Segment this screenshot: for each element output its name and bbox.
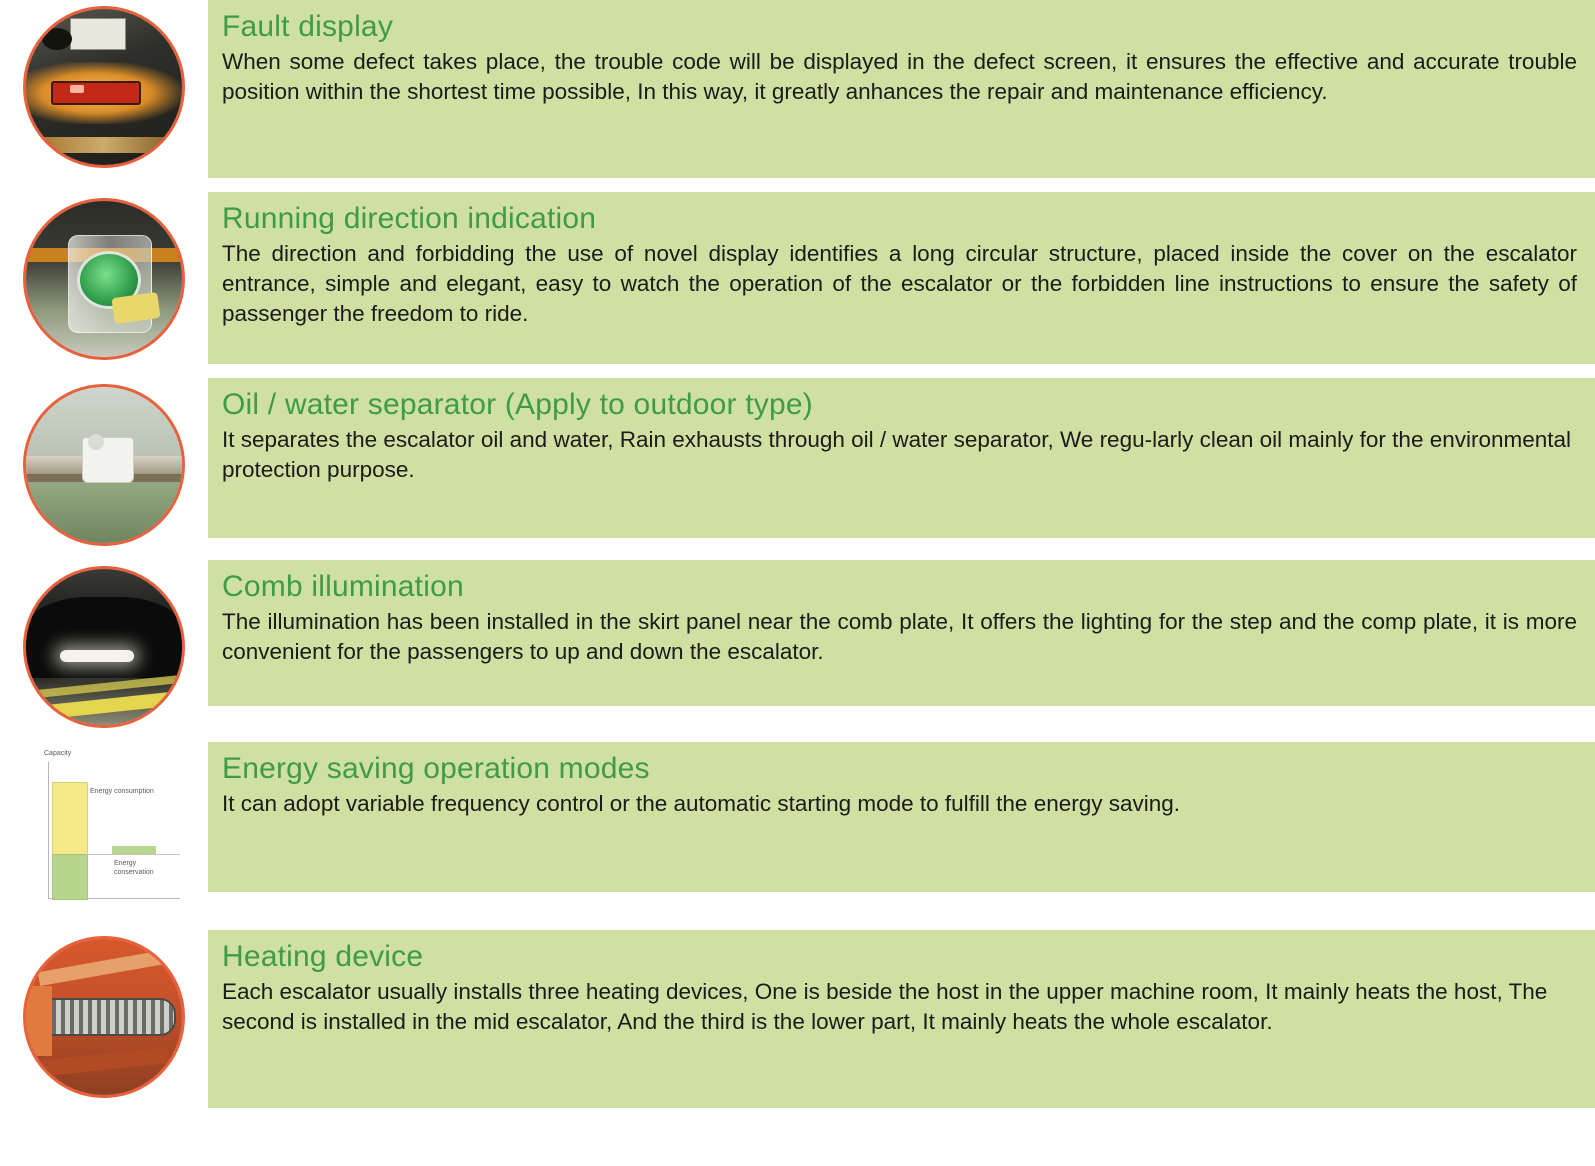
feature-title: Running direction indication	[222, 202, 597, 235]
fault-display-photo	[23, 6, 185, 168]
row-spacer	[0, 178, 1595, 192]
feature-text-panel	[208, 742, 1595, 892]
chart-legend-swatch	[112, 846, 156, 854]
chart-y-axis	[48, 762, 49, 898]
feature-title: Energy saving operation modes	[222, 752, 650, 785]
photo-layer-display-bar	[51, 81, 142, 105]
row-spacer	[0, 546, 1595, 560]
feature-row	[0, 560, 1595, 728]
chart-axis-label-capacity: Capacity	[44, 750, 72, 757]
chart-label-energy-conservation: Energy conservation	[114, 860, 154, 876]
row-spacer	[0, 916, 1595, 930]
feature-thumbnail-cell	[0, 192, 208, 360]
heating-device-photo	[23, 936, 185, 1098]
photo-layer-strip	[26, 137, 182, 153]
feature-row	[0, 742, 1595, 916]
chart-bar-energy-conservation	[52, 854, 88, 900]
feature-thumbnail-cell	[0, 378, 208, 546]
feature-text-panel	[208, 378, 1595, 538]
feature-thumbnail-cell	[0, 930, 208, 1098]
photo-layer-skirt-panel	[26, 597, 182, 678]
feature-text-panel	[208, 930, 1595, 1108]
feature-title: Fault display	[222, 10, 394, 43]
photo-layer-hole	[42, 28, 72, 50]
feature-title: Comb illumination	[222, 570, 464, 603]
chart-reference-line	[86, 854, 180, 855]
row-spacer	[0, 364, 1595, 378]
feature-row	[0, 192, 1595, 364]
feature-body: The direction and forbidding the use of novel display identifies a long circular structure, placed inside the cover on the escalator entrance, simple and elegant, easy to watch the operation of the escalator or the forbidden line instructions to ensure the safety of passenger the freedom to ride.	[222, 241, 1577, 326]
energy-saving-chart	[16, 748, 192, 916]
photo-layer-led	[70, 85, 84, 93]
photo-layer-label-box	[70, 18, 126, 50]
feature-body: When some defect takes place, the trouble code will be displayed in the defect screen, it ensures the effective and accurate trouble position within the shortest time possible, In this way, it greatly anhances the repair and maintenance efficiency.	[222, 49, 1577, 104]
feature-text-panel	[208, 192, 1595, 364]
chart-label-energy-consumption: Energy consumption	[90, 788, 154, 795]
feature-body: The illumination has been installed in the skirt panel near the comb plate, It offers the lighting for the step and the comp plate, it is more convenient for the passengers to up and down the escalator.	[222, 609, 1577, 664]
oil-water-separator-photo	[23, 384, 185, 546]
photo-layer-lamp	[60, 650, 134, 662]
feature-row	[0, 930, 1595, 1108]
feature-text-panel	[208, 560, 1595, 706]
feature-body: It can adopt variable frequency control or the automatic starting mode to fulfill the energy saving.	[222, 791, 1181, 816]
comb-illumination-photo	[23, 566, 185, 728]
row-spacer	[0, 728, 1595, 742]
photo-layer-plate	[26, 986, 52, 1056]
feature-thumbnail-cell	[0, 742, 208, 916]
photo-layer-heating-coil	[32, 998, 176, 1036]
feature-thumbnail-cell	[0, 0, 208, 168]
feature-body: Each escalator usually installs three heating devices, One is beside the host in the upper machine room, It mainly heats the host, The second is installed in the mid escalator, And the third is the lower part, It mainly heats the whole escalator.	[222, 979, 1548, 1034]
feature-row	[0, 378, 1595, 546]
running-direction-indicator-photo	[23, 198, 185, 360]
feature-title: Oil / water separator (Apply to outdoor type)	[222, 388, 813, 421]
feature-row	[0, 0, 1595, 178]
feature-body: It separates the escalator oil and water, Rain exhausts through oil / water separator, We regu-larly clean oil mainly for the environmental protection purpose.	[222, 427, 1572, 482]
feature-text-panel	[208, 0, 1595, 178]
feature-title: Heating device	[222, 940, 424, 973]
feature-thumbnail-cell	[0, 560, 208, 728]
